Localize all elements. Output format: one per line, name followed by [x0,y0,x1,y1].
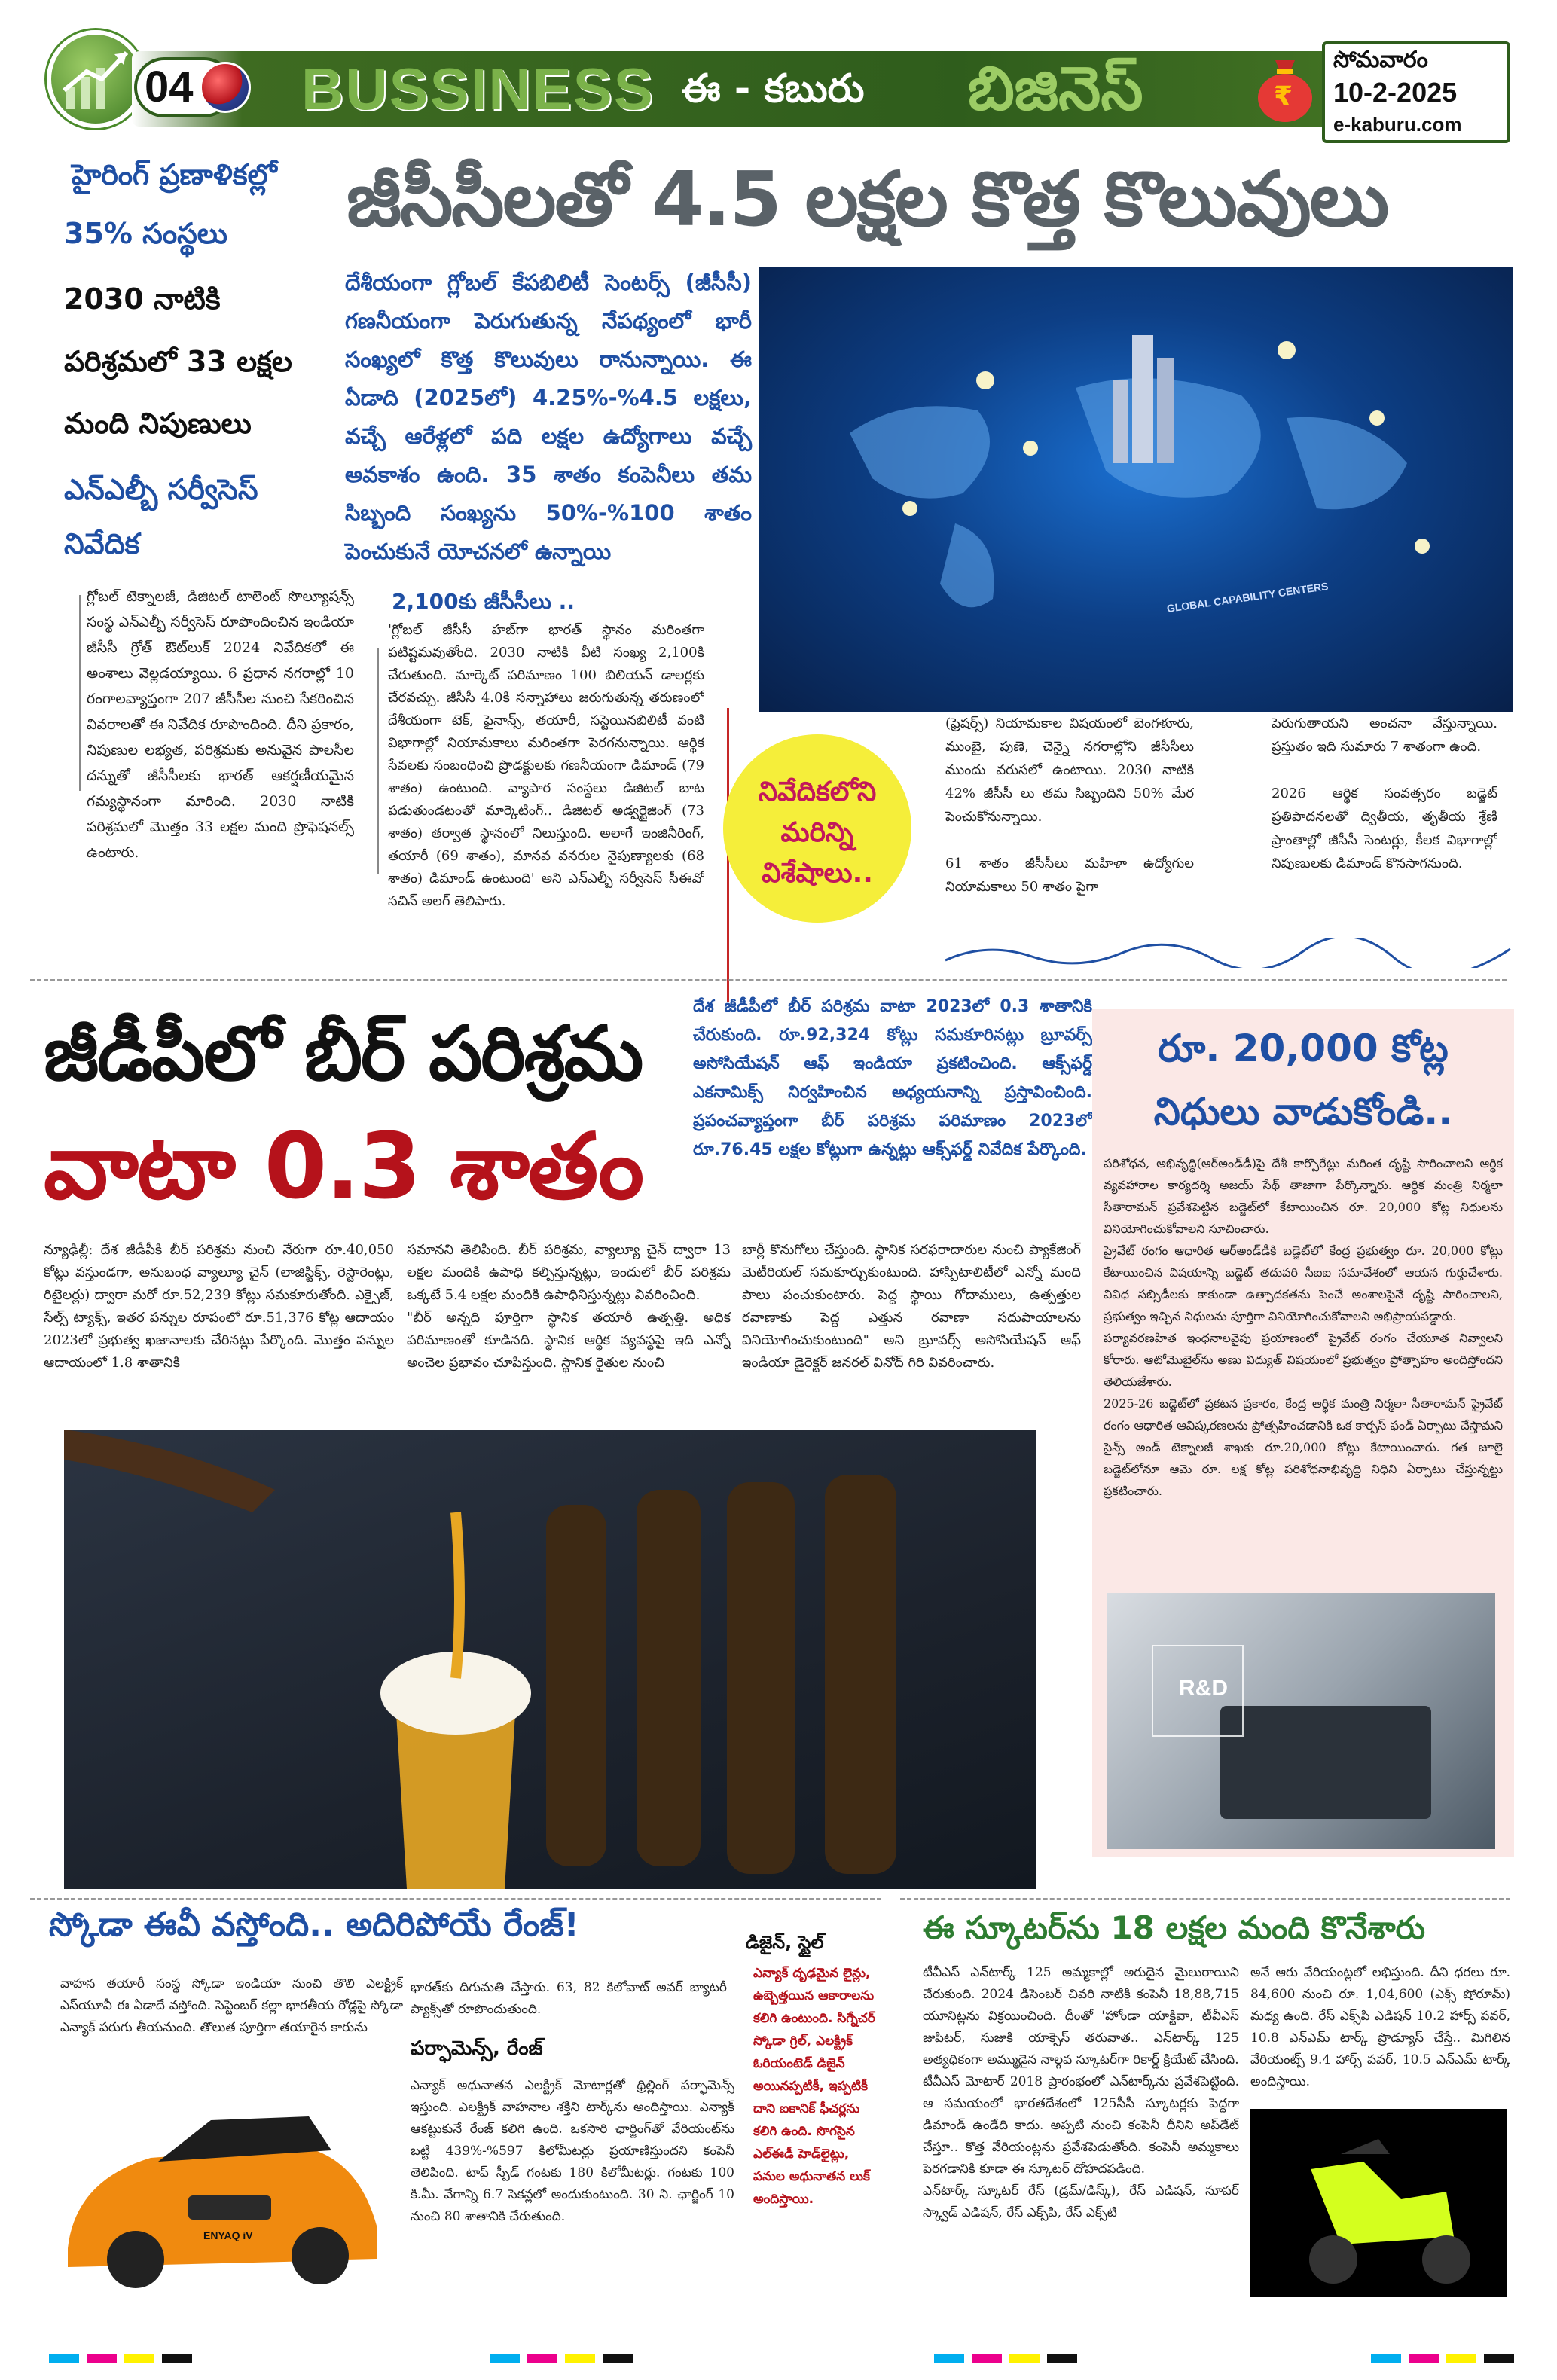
section-title-telugu: బిజినెస్ [968,53,1143,124]
section-divider [30,1898,881,1900]
vertical-rule [377,648,379,874]
story5-headline: ఈ స్కూటర్‌ను 18 లక్షల మంది కొనేశారు [923,1909,1426,1946]
section-divider [900,1898,1510,1900]
growth-arrow-icon [60,45,132,113]
map-label: GLOBAL CAPABILITY CENTERS [1165,580,1330,615]
date: 10-2-2025 [1333,77,1458,108]
story1-column-1: గ్లోబల్ టెక్నాలజీ, డిజిటల్ టాలెంట్ సొల్యూషన్స్ సంస్థ ఎన్ఎల్బీ సర్వీసెస్ రూపొందించిన ఇండియా జీసీసీ గ్రోత్ ఔట్‌లుక్ 2024 నివేదికలో ఈ అంశాలు వెల్లడయ్యాయి. 6 ప్రధాన నగరాల్లో 10 రంగాలవ్యాప్తంగా 207 జీసీసీల నుంచి సేకరించిన వివరాలతో ఈ నివేదిక రూపొందింది. దీని ప్రకారం, నిపుణుల లభ్యత, పరిశ్రమకు అనువైన పాలసీల దన్నుతో జీసీసీలకు భారత్ ఆకర్షణీయమైన గమ్యస్థానంగా మారింది. 2030 నాటికి పరిశ్రమలో మొత్తం 33 లక్షల మంది ప్రొఫెషనల్స్ ఉంటారు. [87,588,354,861]
report-badge-text: నివేదికలోని మరిన్ని విశేషాలు.. [758,777,877,889]
globe-icon [200,62,251,113]
story3-body: పరిశోధన, అభివృద్ధి(ఆర్‌అండ్‌డీ)పై దేశీ కార్పొరేట్లు మరింత దృష్టి సారించాలని ఆర్థిక వ్యవహారాల కార్యదర్శి అజయ్ సేథ్ తాజాగా పేర్కొన్నారు. ఆర్థిక మంత్రి నిర్మలా సీతారామన్ ప్రవేశపెట్టిన బడ్జెట్‌లో కేటాయించిన రూ. 20,000 కోట్ల నిధులను వినియోగించుకోవాలని సూచించారు. ప్రైవేట్ రంగం ఆధారిత ఆర్‌అండ్‌డీకి బడ్జెట్‌లో కేంద్ర ప్రభుత్వం రూ. 20,000 కోట్లు కేటాయించిన విషయాన్ని బడ్జెట్ తదుపరి సీఐఐ సమావేశంలో ఆయన గుర్తుచేశారు. వివిధ సబ్సిడీలకు కాకుండా ఉత్పాదకతను పెంచే అంశాలపైనే దృష్టి సారించాలని, ప్రభుత్వం ఇచ్చిన నిధులను పూర్తిగా వినియోగించుకోవాలని అభిప్రాయపడ్డారు. పర్యావరణహిత ఇంధనాలవైపు ప్రయాణంలో ప్రైవేట్ రంగం చేయూత నివ్వాలని కోరారు. ఆటోమొబైల్‌ను అణు విద్యుత్ విషయంలో ప్రభుత్వం ప్రోత్సాహం అందిస్తోందని తెలియజేశారు. 2025-26 బడ్జెట్‌లో ప్రకటన ప్రకారం, కేంద్ర ఆర్థిక మంత్రి నిర్మలా సీతారామన్ ప్రైవేట్ రంగం ఆధారిత ఆవిష్కరణలను ప్రోత్సహించడానికి ఒక కార్పస్ ఫండ్ ఏర్పాటు చేస్తామని సైన్స్ అండ్ టెక్నాలజీ శాఖకు రూ.20,000 కోట్లు కేటాయించారు. గత జూలై బడ్జెట్‌లోనూ ఆమె రూ. లక్ష కోట్ల పరిశోధనాభివృద్ధి నిధిని ఏర్పాటు చేస్తున్నట్టు ప్రకటించారు. [1104,1156,1503,1498]
print-color-bar [934,2354,1085,2363]
print-color-bar [1371,2354,1522,2363]
story1-col2-heading: 2,100కు జీసీసీలు .. [392,589,575,614]
story4-column-1: వాహన తయారీ సంస్థ స్కోడా ఇండియా నుంచి తొలి ఎలక్ట్రిక్ ఎస్‌యూవీ ఈ ఏడాదే వస్తోంది. సెప్టెంబర్ కల్లా భారతీయ రోడ్లపై స్కోడా ఎన్యాక్ పరుగు తీయనుంది. తొలుత పూర్తిగా తయారైన కారును [60,1976,403,2035]
side-highlight-6: ఎన్ఎల్బీ సర్వీసెస్ [64,473,258,506]
side-highlight-1: హైరింగ్ ప్రణాళికల్లో [72,158,277,191]
money-bag-icon [1254,54,1316,124]
story4-column-2a: భారత్‌కు దిగుమతి చేస్తారు. 63, 82 కిలోవాట్ అవర్ బ్యాటరీ ప్యాక్స్‌తో రూపొందుతుంది. [411,1980,727,2017]
day: సోమవారం [1333,47,1428,73]
story4-sidebar: ఎన్యాక్ దృఢమైన లైన్లు, ఉబ్బెత్తయిన ఆకారాలను కలిగి ఉంటుంది. సిగ్నేచర్ స్కోడా గ్రిల్, ఎలక్ట్రిక్ ఓరియంటెడ్ డిజైన్ అయినప్పటికీ, ఇప్పటికీ దాని ఐకానిక్ ఫీచర్లను కలిగి ఉంది. సొగసైన ఎల్ఈడీ హెడ్‌లైట్లు, పనుల అధునాతన లుక్ అందిస్తాయి. [753,1966,875,2207]
story5-column-2: అనే ఆరు వేరియంట్లలో లభిస్తుంది. దీని ధరలు రూ. 84,600 నుంచి రూ. 1,04,600 (ఎక్స్ షోరూమ్) మధ్య ఉంది. రేస్ ఎక్స్‌పి ఎడిషన్ 10.2 హార్స్ పవర్, 10.8 ఎన్ఎమ్ టార్క్ ప్రొడ్యూస్ చేస్తే.. మిగిలిన వేరియంట్స్ 9.4 హార్స్ పవర్, 10.5 ఎన్ఎమ్ టార్క్ అందిస్తాయి. [1250,1965,1510,2089]
rnd-image [1107,1593,1495,1849]
story2-column-1: న్యూఢిల్లీ: దేశ జీడీపీకి బీర్ పరిశ్రమ నుంచి నేరుగా రూ.40,050 కోట్లు వస్తుండగా, అనుబంధ వ్యాల్యూ చైన్ (లాజిస్టిక్స్, రెస్టారెంట్లు, రిటైలర్లు) ద్వారా మరో రూ.52,239 కోట్లు సమకూరుతోంది. ఎక్సైజ్, సేల్స్ ట్యాక్స్, ఇతర పన్నుల రూపంలో రూ.51,376 కోట్ల ఆదాయం 2023లో ప్రభుత్వ ఖజానాలకు చేరినట్లు పేర్కొంది. మొత్తం పన్నుల ఆదాయంలో 1.8 శాతానికి [44,1242,394,1371]
story1-headline: జీసీసీలతో 4.5 లక్షల కొత్త కొలువులు [347,155,1388,243]
side-highlight-5: మంది నిపుణులు [64,407,252,440]
print-color-bar [49,2354,200,2363]
story5-column-1: టీవీఎస్ ఎన్‌టార్క్ 125 అమ్మకాల్లో అరుదైన మైలురాయిని చేరుకుంది. 2024 డిసెంబర్ చివరి నాటికి కంపెనీ 18,88,715 యూనిట్లను విక్రయించింది. దీంతో 'హోండా యాక్టివా, టీవీఎస్ జుపిటర్, సుజుకి యాక్సెస్ తరువాత.. ఎన్‌టార్క్ 125 అత్యధికంగా అమ్ముడైన నాల్గవ స్కూటర్‌గా రికార్డ్ క్రియేట్ చేసింది. టీవీఎస్ మోటార్ 2018 ప్రారంభంలో ఎన్‌టార్క్‌ను ప్రవేశపెట్టింది. ఆ సమయంలో భారతదేశంలో 125సీసీ స్కూటర్లకు పెద్దగా డిమాండ్ ఉండేది కాదు. అప్పటి నుంచి కంపెనీ దీనిని అప్‌డేట్ చేస్తూ.. కొత్త వేరియంట్లను ప్రవేశపెడుతోంది. కంపెనీ అమ్మకాలు పెరగడానికి కూడా ఈ స్కూటర్ దోహదపడింది. ఎన్‌టార్క్ స్కూటర్ రేస్ (డ్రమ్/డిస్క్), రేస్ ఎడిషన్, సూపర్ స్క్వాడ్ ఎడిషన్, రేస్ ఎక్స్‌పి, రేస్ ఎక్స్‌టి [923,1965,1239,2220]
signature-scribble [942,938,1514,968]
story2-headline-line2: వాటా 0.3 శాతం [44,1115,643,1219]
side-highlight-2: 35% సంస్థలు [64,217,227,250]
story2-lead: దేశ జీడీపీలో బీర్ పరిశ్రమ వాటా 2023లో 0.3 శాతానికి చేరుకుంది. రూ.92,324 కోట్లు సమకూరినట్లు బ్రూవర్స్ అసోసియేషన్ ఆఫ్ ఇండియా ప్రకటించింది. ఆక్స్‌ఫర్డ్ ఎకనామిక్స్ నిర్వహించిన అధ్యయనాన్ని ప్రస్తావించింది. ప్రపంచవ్యాప్తంగా బీర్ పరిశ్రమ పరిమాణం 2023లో రూ.76.45 లక్షల కోట్లుగా ఉన్నట్లు ఆక్స్‌ఫర్డ్ నివేదిక పేర్కొంది. [693,997,1092,1159]
story1-column-4: పెరుగుతాయని అంచనా వేస్తున్నాయి. ప్రస్తుతం ఇది సుమారు 7 శాతంగా ఉంది. 2026 ఆర్థిక సంవత్సరం బడ్జెట్ ప్రతిపాదనలతో ద్వితీయ, తృతీయ శ్రేణి ప్రాంతాల్లో జీసీసీ సెంటర్లు, కీలక విభాగాల్లో నిపుణులకు డిమాండ్ కొనసాగనుంది. [1272,716,1497,871]
print-color-bar [490,2354,640,2363]
side-highlight-4: పరిశ్రమలో 33 లక్షల [64,345,292,378]
side-highlight-3: 2030 నాటికి [64,282,221,316]
side-highlight-7: నివేదిక [64,527,140,560]
story4-sidebar-heading: డిజైన్, స్టైల్ [746,1932,824,1953]
scooter-image [1250,2109,1507,2297]
section-divider [30,979,1507,981]
story3-headline: రూ. 20,000 కోట్ల నిధులు వాడుకోండి.. [1153,1027,1453,1134]
section-title-english: BUSSINESS [301,56,655,122]
vertical-rule [79,595,81,791]
page-number: 04 [137,60,231,114]
story2-column-3: బార్లీ కొనుగోలు చేస్తుంది. స్థానిక సరఫరాదారుల నుంచి ప్యాకేజింగ్ మెటీరియల్ సమకూర్చుకుంటుంది. హాస్పిటాలిటీలో ఎన్నో మంది పాలు పంచుకుంటారు. పెద్ద స్థాయి గోదాములు, ఉత్పత్తుల రవాణాకు పెద్ద ఎత్తున రవాణా సదుపాయాలను వినియోగించుకుంటుంది" అని బ్రూవర్స్ అసోసియేషన్ ఆఫ్ ఇండియా డైరెక్టర్ జనరల్ వినోద్ గిరి వివరించారు. [742,1242,1081,1371]
website: e-kaburu.com [1333,113,1462,136]
story1-column-3: (ఫ్రెషర్స్) నియామకాల విషయంలో బెంగళూరు, ముంబై, పుణె, చెన్నై నగరాల్లోని జీసీసీలు ముందు వరుసలో ఉంటాయి. 2030 నాటికి 42% జీసీసీ లు తమ సిబ్బందిని 50% మేర పెంచుకోనున్నాయి. 61 శాతం జీసీసీలు మహిళా ఉద్యోగుల నియామకాలు 50 శాతం పైగా [945,716,1194,895]
story2-column-2: సమానని తెలిపింది. బీర్ పరిశ్రమ, వ్యాల్యూ చైన్ ద్వారా 13 లక్షల మందికి ఉపాధి కల్పిస్తున్నట్లు, ఇందులో బీర్ పరిశ్రమ ఒక్కటే 5.4 లక్షల మందికి ఉపాధినిస్తున్నట్లు వివరించింది. "బీర్ అన్నది పూర్తిగా స్థానిక తయారీ ఉత్పత్తి. అధిక పరిమాణంతో కూడినది. స్థానిక ఆర్థిక వ్యవస్థపై ఇది ఎన్నో అంచెల ప్రభావం చూపిస్తుంది. స్థానిక రైతుల నుంచి [407,1242,731,1371]
car-badge: ENYAQ iV [203,2229,253,2241]
story2-headline-line1: జీడీపీలో బీర్ పరిశ్రమ [44,1009,643,1097]
story1-lead: దేశీయంగా గ్లోబల్ కేపబిలిటీ సెంటర్స్ (జీసీసీ) గణనీయంగా పెరుగుతున్న నేపథ్యంలో భారీ సంఖ్యలో కొత్త కొలువులు రానున్నాయి. ఈ ఏడాది (2025లో) 4.25%-%4.5 లక్షలు, వచ్చే ఆరేళ్లలో పది లక్షల ఉద్యోగాలు వచ్చే అవకాశం ఉంది. 35 శాతం కంపెనీలు తమ సిబ్బంది సంఖ్యను 50%-%100 శాతం పెంచుకునే యోచనలో ఉన్నాయి [345,270,752,564]
world-map-image [759,267,1513,712]
newspaper-name: ఈ - కబురు [682,66,865,111]
rnd-image-label: R&D [1179,1676,1228,1701]
rupee-symbol: ₹ [1274,81,1293,112]
story4-column-2b: ఎన్యాక్ అధునాతన ఎలక్ట్రిక్ మోటార్లతో థ్రిల్లింగ్ పర్ఫామెన్స్ ఇస్తుంది. ఎలక్ట్రిక్ వాహనాల శక్తిని టార్క్‌ను అందిస్తాయి. ఎన్యాక్ ఆకట్టుకునే రేంజ్ కలిగి ఉంది. ఒకసారి ఛార్జింగ్‌తో వేరియంట్‌ను బట్టి 439%-%597 కిలోమీటర్లు ప్రయాణిస్తుందని కంపెనీ తెలిపింది. టాప్ స్పీడ్ గంటకు 180 కిలోమీటర్లు. గంటకు 100 కి.మీ. వేగాన్ని 6.7 సెకన్లలో అందుకుంటుంది. 30 ని. ఛార్జింగ్ 10 నుంచి 80 శాతానికి చేరుతుంది. [411,2078,734,2224]
story1-column-2: 'గ్లోబల్ జీసీసీ హబ్‌గా భారత్ స్థానం మరింతగా పటిష్టమవుతోంది. 2030 నాటికి వీటి సంఖ్య 2,100కి చేరుతుంది. మార్కెట్ పరిమాణం 100 బిలియన్ డాలర్లకు చేరవచ్చు. జీసీసీ 4.0కి సన్నాహాలు జరుగుతున్న తరుణంలో దేశీయంగా టెక్, ఫైనాన్స్, తయారీ, సస్టెయినబిలిటీ వంటి విభాగాల్లో నియామకాలు మరింతగా పెరగనున్నాయి. ఆర్థిక సేవలకు సంబంధించి ప్రొడక్టులకు గణనీయంగా డిమాండ్ (79 శాతం) ఉంటుంది. వ్యాపార సంస్థలు డిజిటల్ బాట పడుతుండటంతో మార్కెటింగ్.. డిజిటల్ అడ్వర్టైజింగ్ (73 శాతం) తర్వాత స్థానంలో నిలుస్తుంది. అలాగే ఇంజినీరింగ్, తయారీ (69 శాతం), మానవ వనరుల నైపుణ్యాలకు (68 శాతం) డిమాండ్ ఉంటుంది' అని ఎన్ఎల్బీ సర్వీసెస్ సీఈవో సచిన్ అలగ్ తెలిపారు. [388,622,704,909]
skoda-car-image [60,2075,384,2293]
beer-image [64,1430,1036,1889]
story4-subheading: పర్ఫామెన్స్, రేంజ్ [411,2037,543,2060]
story4-headline: స్కోడా ఈవీ వస్తోంది.. అదిరిపోయే రేంజ్! [49,1906,579,1944]
